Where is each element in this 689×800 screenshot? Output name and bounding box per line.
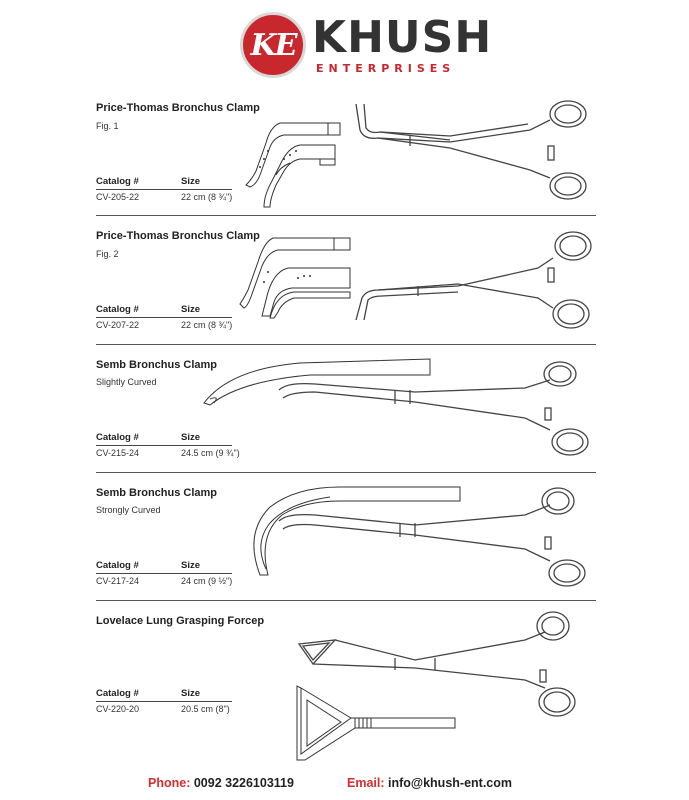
- curved-clamp-forceps-icon: [275, 485, 595, 593]
- table-rule: [96, 317, 232, 318]
- product-size: 24.5 cm (9 ¾"): [181, 448, 240, 458]
- product-title: Price-Thomas Bronchus Clamp: [96, 230, 260, 242]
- section-divider: [96, 600, 596, 601]
- product-subtitle: Fig. 1: [96, 121, 119, 131]
- product-title: Semb Bronchus Clamp: [96, 487, 218, 499]
- section-divider: [96, 472, 596, 473]
- catalog-header: Catalog #: [96, 176, 139, 187]
- brand-name: KHUSH: [312, 12, 493, 63]
- phone-label: Phone:: [148, 776, 191, 790]
- jaw-detail-illustration: [238, 232, 353, 332]
- size-header: Size: [181, 304, 201, 315]
- email-address[interactable]: info@khush-ent.com: [388, 776, 512, 790]
- size-header: Size: [181, 560, 201, 571]
- email-contact: [347, 776, 512, 790]
- product-title: Lovelace Lung Grasping Forcep: [96, 615, 265, 627]
- brand-monogram: KE: [250, 27, 296, 63]
- catalog-header: Catalog #: [96, 432, 139, 443]
- angled-clamp-forceps-icon: [348, 228, 598, 333]
- table-rule: [96, 445, 232, 446]
- size-header: Size: [181, 688, 201, 699]
- product-subtitle: Slightly Curved: [96, 377, 157, 387]
- catalog-number: CV-220-20: [96, 704, 140, 714]
- product-title: Price-Thomas Bronchus Clamp: [96, 102, 260, 114]
- product-size: 22 cm (8 ¾"): [181, 320, 233, 330]
- product-size: 24 cm (9 ½"): [181, 576, 233, 586]
- product-subtitle: Strongly Curved: [96, 505, 161, 515]
- catalog-number: CV-207-22: [96, 320, 140, 330]
- phone-contact: [148, 776, 294, 790]
- catalog-header: Catalog #: [96, 304, 139, 315]
- product-title: Semb Bronchus Clamp: [96, 359, 218, 371]
- catalog-header: Catalog #: [96, 560, 139, 571]
- brand-monogram-badge: [240, 12, 306, 78]
- product-size: 20.5 cm (8"): [181, 704, 230, 714]
- email-label: Email:: [347, 776, 385, 790]
- angled-clamp-forceps-icon: [350, 100, 595, 210]
- product-size: 22 cm (8 ¾"): [181, 192, 233, 202]
- table-rule: [96, 189, 232, 190]
- catalog-number: CV-205-22: [96, 192, 140, 202]
- jaw-detail-illustration: [295, 684, 465, 764]
- table-rule: [96, 701, 232, 702]
- size-header: Size: [181, 432, 201, 443]
- table-rule: [96, 573, 232, 574]
- jaw-detail-illustration: [240, 115, 350, 215]
- size-header: Size: [181, 176, 201, 187]
- catalog-header: Catalog #: [96, 688, 139, 699]
- phone-number[interactable]: 0092 3226103119: [193, 776, 294, 790]
- section-divider: [96, 215, 596, 216]
- brand-tagline: ENTERPRISES: [316, 62, 456, 75]
- catalog-number: CV-217-24: [96, 576, 140, 586]
- brand-logo: [240, 12, 493, 82]
- catalog-number: CV-215-24: [96, 448, 140, 458]
- section-divider: [96, 344, 596, 345]
- curved-clamp-forceps-icon: [275, 360, 595, 465]
- product-subtitle: Fig. 2: [96, 249, 119, 259]
